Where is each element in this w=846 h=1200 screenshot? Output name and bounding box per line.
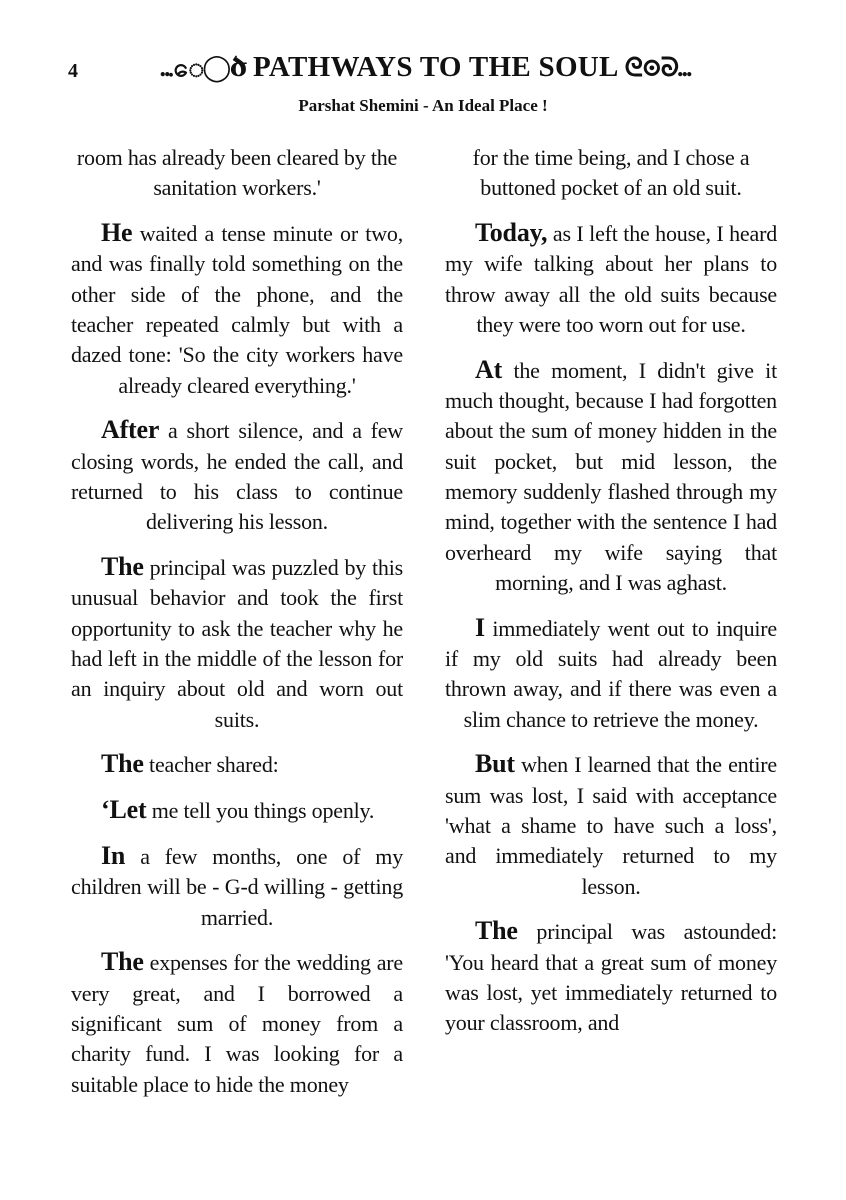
lead-word: But	[475, 749, 515, 779]
paragraph: room has already been cleared by the sanitation workers.'	[76, 145, 398, 201]
lead-word: ‘Let	[101, 795, 147, 825]
ornament-right-icon: ᘓ⊙ᘐ...	[624, 53, 691, 82]
paragraph: Today, as I left the house, I heard my wife talking about her plans to throw away all the old suits because they were too worn out for use.	[445, 218, 777, 337]
lead-word: The	[101, 947, 144, 977]
right-column	[445, 143, 777, 1053]
lead-word: In	[101, 840, 126, 870]
paragraph: The principal was astounded: 'You heard that a great sum of money was lost, yet immediately returned to your classroom, and	[445, 916, 777, 1036]
lead-word: After	[101, 415, 160, 445]
ornament-left-icon: ...ေ◯ծ	[159, 53, 246, 82]
paragraph: The principal was puzzled by this unusual behavior and took the first opportunity to ask the teacher why he had left in the middle of the lesson for an inquiry about old and worn out suits.	[71, 552, 403, 732]
paragraph: But when I learned that the entire sum was lost, I said with acceptance 'what a shame to have such a loss', and immediately returned to my lesson.	[445, 749, 777, 899]
lead-word: The	[475, 916, 518, 946]
lead-word: Today,	[475, 218, 548, 248]
chapter-subtitle: Parshat Shemini - An Ideal Place !	[298, 96, 548, 115]
paragraph: The teacher shared:	[101, 749, 279, 779]
lead-word: He	[101, 218, 133, 248]
paragraph: for the time being, and I chose a buttoned pocket of an old suit.	[472, 145, 750, 201]
lead-word: The	[101, 749, 144, 779]
lead-word: The	[101, 552, 144, 582]
paragraph: I immediately went out to inquire if my old suits had already been thrown away, and if there was even a slim chance to retrieve the money.	[445, 612, 777, 732]
lead-word: At	[475, 354, 503, 384]
paragraph: After a short silence, and a few closing words, he ended the call, and returned to his class to continue delivering his lesson.	[71, 415, 403, 535]
paragraph: In a few months, one of my children will be - G-d willing - getting married.	[71, 840, 403, 930]
running-title-text: PATHWAYS TO THE SOUL	[253, 51, 618, 83]
left-column	[71, 143, 403, 1114]
paragraph: ‘Let me tell you things openly.	[101, 795, 375, 825]
paragraph: At the moment, I didn't give it much thought, because I had forgotten about the sum of money hidden in the suit pocket, but mid lesson, the memory suddenly flashed through my mind, together with the sentence I had overheard my wife saying that morning, and I was aghast.	[445, 354, 777, 595]
paragraph: He waited a tense minute or two, and was finally told something on the other side of the phone, and the teacher repeated calmly but with a dazed tone: 'So the city workers have already cleared everything.'	[71, 218, 403, 398]
running-title	[130, 50, 720, 89]
paragraph: The expenses for the wedding are very great, and I borrowed a significant sum of money from a charity fund. I was looking for a suitable place to hide the money	[71, 947, 403, 1097]
lead-word: I	[475, 612, 485, 642]
page-number: 4	[68, 60, 78, 82]
